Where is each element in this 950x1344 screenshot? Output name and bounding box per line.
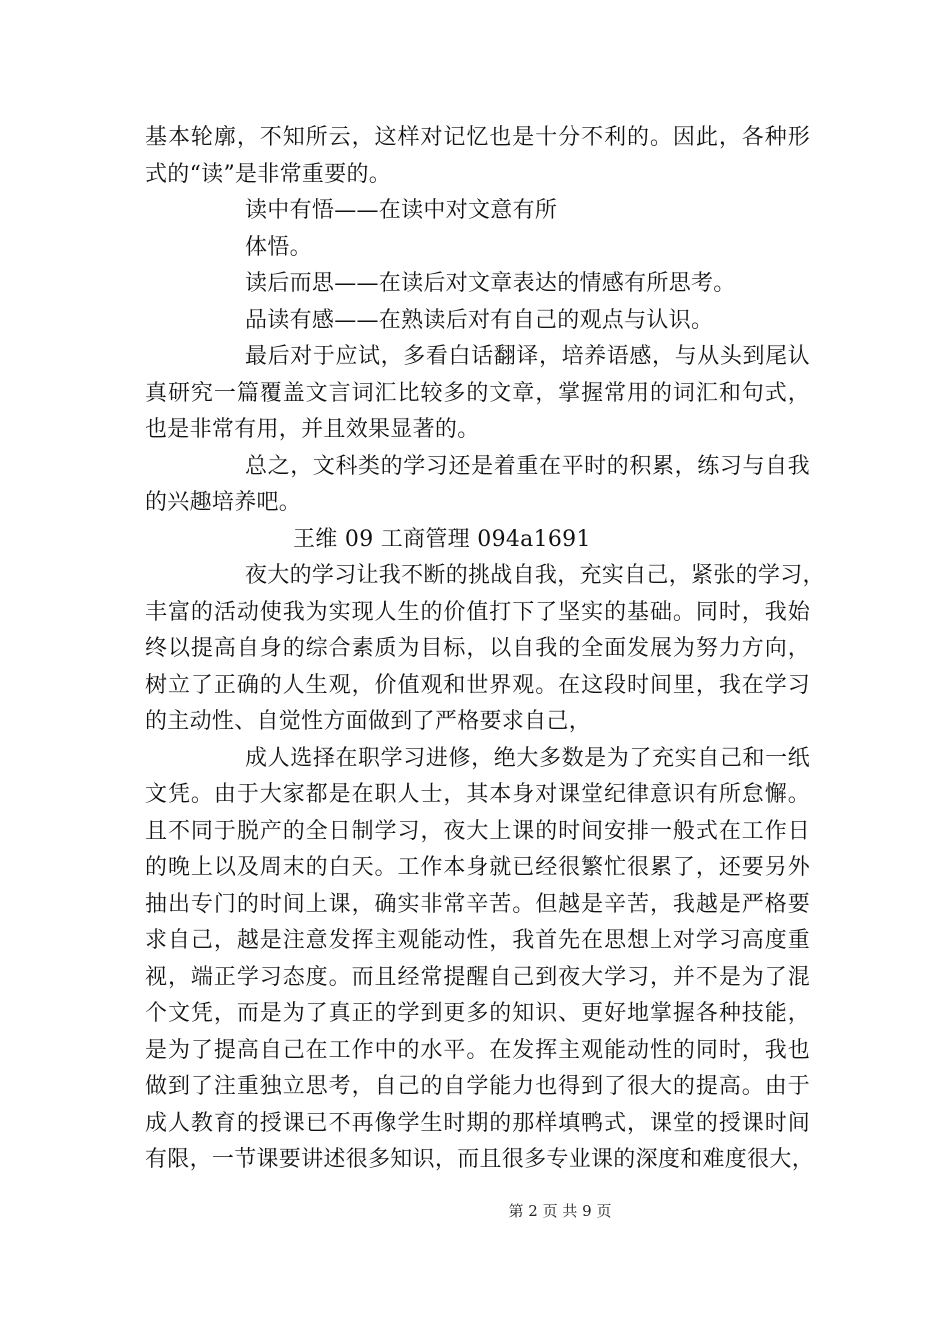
document-body [145,120,825,1179]
text-line: 基本轮廓，不知所云，这样对记忆也是十分不利的。因此，各种形 [145,125,810,150]
text-line: 成人教育的授课已不再像学生时期的那样填鸭式，课堂的授课时间 [145,1110,810,1136]
text-line: 视，端正学习态度。而且经常提醒自己到夜大学习，并不是为了混 [145,964,810,990]
text-line: 的兴趣培养吧。 [145,490,302,515]
text-line: 丰富的活动使我为实现人生的价值打下了坚实的基础。同时，我始 [145,599,810,625]
text-line: 树立了正确的人生观，价值观和世界观。在这段时间里，我在学习 [145,672,810,698]
text-line: 做到了注重独立思考，自己的自学能力也得到了很大的提高。由于 [145,1074,810,1099]
author-line: 王维 09 工商管理 094a1691 [293,526,591,552]
text-line: 真研究一篇覆盖文言词汇比较多的文章，掌握常用的词汇和句式， [145,380,810,406]
page-number: 第 2 页 共 9 页 [508,1202,612,1220]
text-line: 是为了提高自己在工作中的水平。在发挥主观能动性的同时，我也 [145,1037,810,1063]
text-line: 也是非常有用，并且效果显著的。 [145,417,480,442]
text-line: 夜大的学习让我不断的挑战自我，充实自己，紧张的学习， [245,563,825,588]
text-line: 读后而思——在读后对文章表达的情感有所思考。 [245,271,736,296]
text-line: 有限，一节课要讲述很多知识，而且很多专业课的深度和难度很大， [145,1147,815,1172]
text-line: 总之，文科类的学习还是着重在平时的积累，练习与自我 [245,453,810,479]
text-line: 抽出专门的时间上课，确实非常辛苦。但越是辛苦，我越是严格要 [145,891,810,917]
text-line: 式的“读”是非常重要的。 [145,161,392,187]
text-line: 个文凭，而是为了真正的学到更多的知识、更好地掌握各种技能， [145,1001,810,1026]
text-line: 的晚上以及周末的白天。工作本身就已经很繁忙很累了，还要另外 [145,855,810,880]
text-line: 终以提高自身的综合素质为目标，以自我的全面发展为努力方向， [145,636,810,661]
text-line: 的主动性、自觉性方面做到了严格要求自己， [145,709,592,734]
text-line: 读中有悟——在读中对文意有所 [245,198,558,223]
text-line: 文凭。由于大家都是在职人士，其本身对课堂纪律意识有所怠懈。 [145,782,810,807]
text-line: 求自己，越是注意发挥主观能动性，我首先在思想上对学习高度重 [145,928,810,953]
text-line: 品读有感——在熟读后对有自己的观点与认识。 [245,307,714,333]
text-line: 最后对于应试，多看白话翻译，培养语感，与从头到尾认 [245,344,810,369]
text-line: 成人选择在职学习进修，绝大多数是为了充实自己和一纸 [245,745,810,771]
text-line: 且不同于脱产的全日制学习，夜大上课的时间安排一般式在工作日 [145,818,810,844]
text-line: 体悟。 [245,234,312,260]
